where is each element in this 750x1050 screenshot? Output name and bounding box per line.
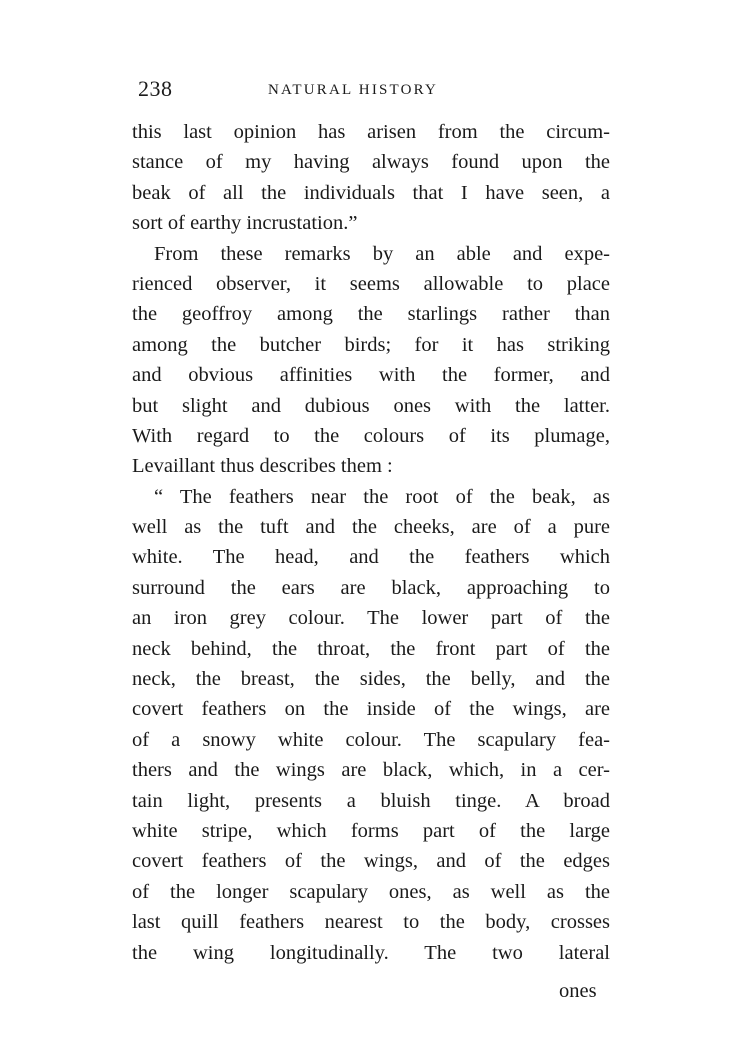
text-line: From these remarks by an able and expe- bbox=[154, 242, 610, 265]
text-line: neck, the breast, the sides, the belly, and the bbox=[132, 668, 610, 691]
text-line: the geoffroy among the starlings rather than bbox=[132, 303, 610, 326]
text-line: With regard to the colours of its plumage, bbox=[132, 424, 610, 447]
page-number: 238 bbox=[138, 76, 173, 101]
text-line: surround the ears are black, approaching to bbox=[132, 576, 610, 599]
page-header bbox=[138, 76, 608, 106]
text-line: covert feathers on the inside of the wings, are bbox=[132, 698, 610, 721]
text-line: of the longer scapulary ones, as well as the bbox=[132, 880, 610, 903]
text-line: stance of my having always found upon the bbox=[132, 151, 610, 174]
text-line: white. The head, and the feathers which bbox=[132, 546, 610, 569]
catchword: ones bbox=[559, 980, 597, 1002]
text-line: an iron grey colour. The lower part of the bbox=[132, 607, 610, 630]
text-line: but slight and dubious ones with the latter. bbox=[132, 394, 610, 417]
text-line: this last opinion has arisen from the circum- bbox=[132, 121, 610, 143]
body-text bbox=[132, 117, 610, 968]
text-line: of a snowy white colour. The scapulary fea- bbox=[132, 728, 610, 751]
text-line: the wing longitudinally. The two lateral bbox=[132, 941, 610, 964]
text-line: Levaillant thus describes them : bbox=[132, 455, 393, 478]
text-line: sort of earthy incrustation.” bbox=[132, 212, 358, 235]
text-line: beak of all the individuals that I have seen, a bbox=[132, 181, 610, 204]
running-head: NATURAL HISTORY bbox=[268, 82, 439, 98]
text-line: and obvious affinities with the former, and bbox=[132, 364, 610, 387]
text-line: “ The feathers near the root of the beak, as bbox=[154, 485, 610, 508]
text-line: among the butcher birds; for it has striking bbox=[132, 333, 610, 356]
text-line: covert feathers of the wings, and of the edges bbox=[132, 850, 610, 873]
text-line: thers and the wings are black, which, in a cer- bbox=[132, 759, 610, 782]
text-line: rienced observer, it seems allowable to place bbox=[132, 272, 610, 295]
text-line: neck behind, the throat, the front part of the bbox=[132, 637, 610, 660]
text-line: last quill feathers nearest to the body, crosses bbox=[132, 911, 610, 934]
text-line: well as the tuft and the cheeks, are of a pure bbox=[132, 516, 610, 539]
text-line: tain light, presents a bluish tinge. A broad bbox=[132, 789, 610, 812]
text-line: white stripe, which forms part of the large bbox=[132, 819, 610, 842]
